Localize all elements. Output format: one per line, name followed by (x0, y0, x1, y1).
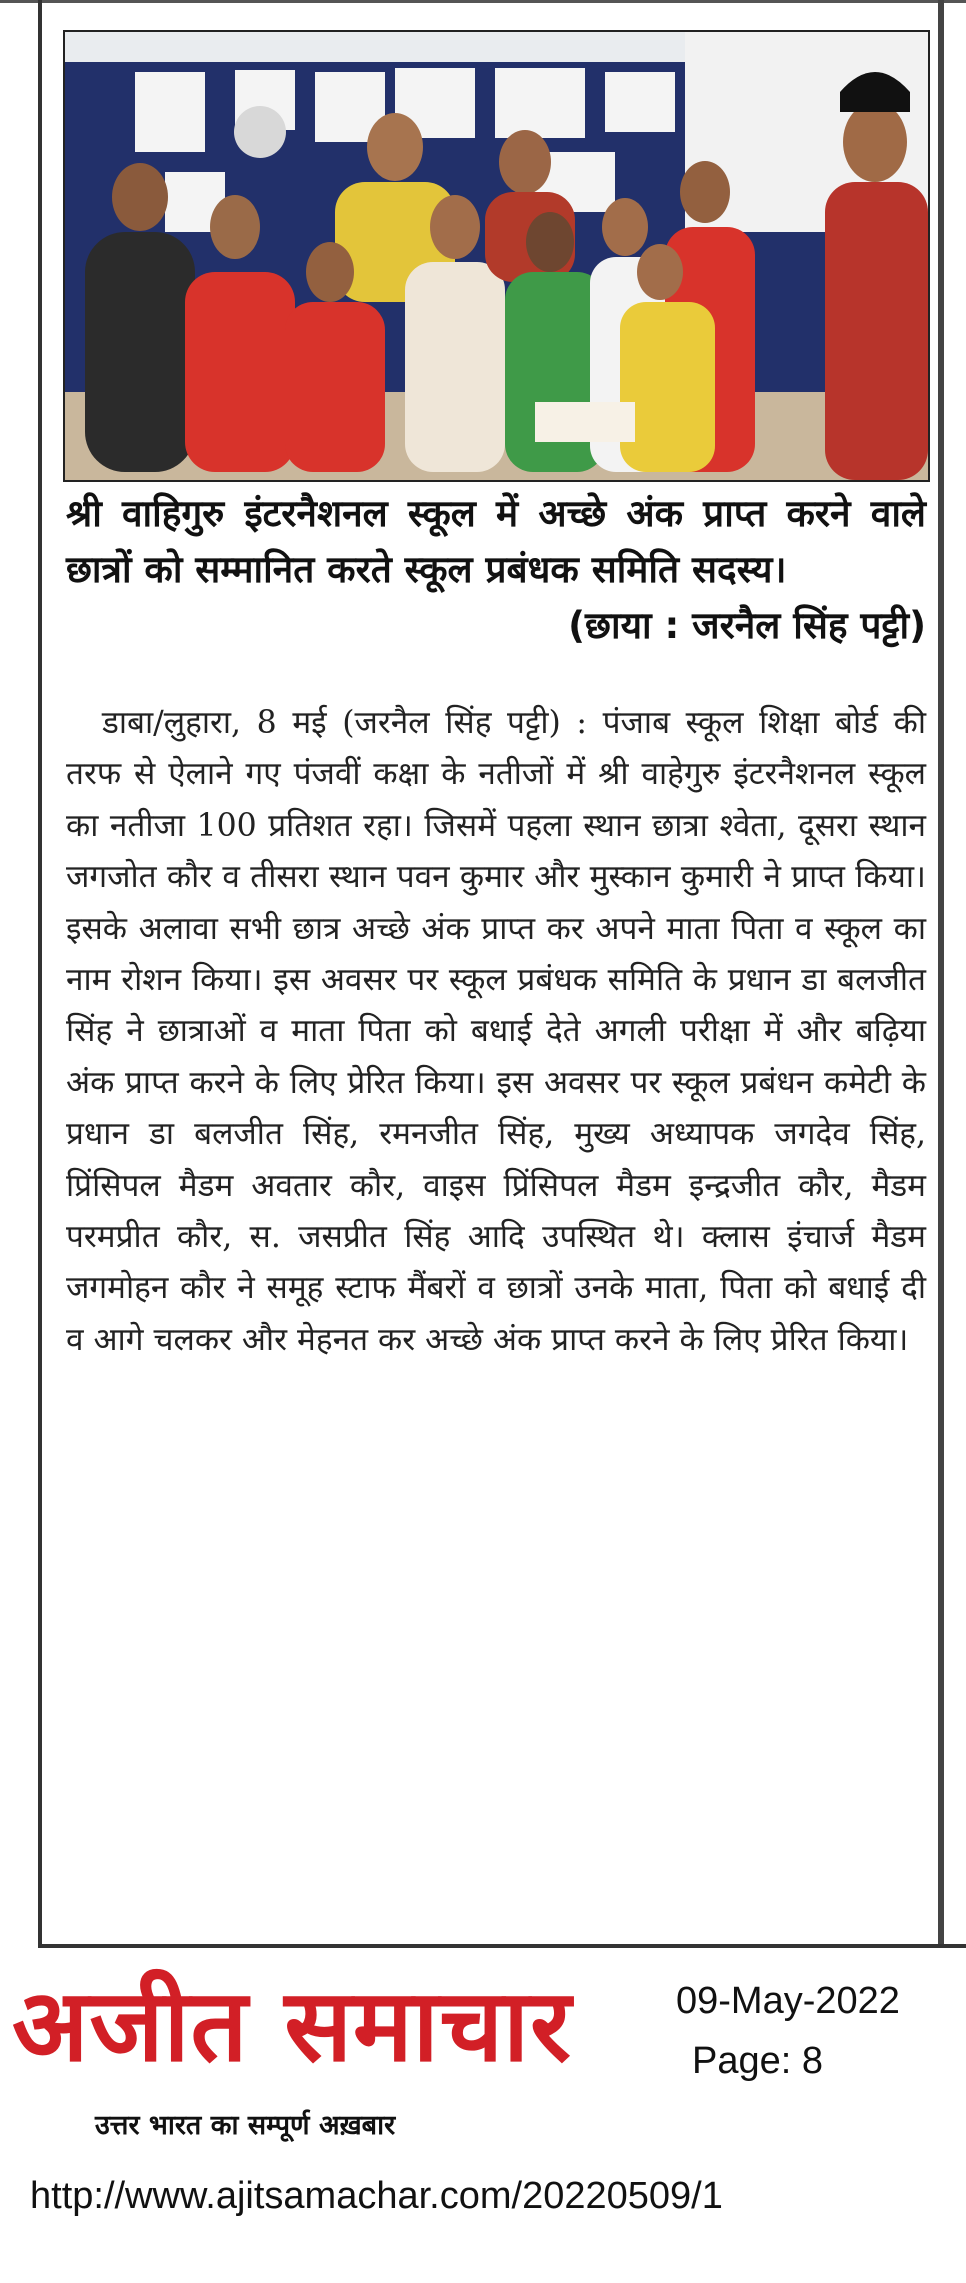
masthead-tagline: उत्तर भारत का सम्पूर्ण अख़बार (95, 2110, 396, 2141)
article-body: डाबा/लुहारा, 8 मई (जरनैल सिंह पट्टी) : पंजाब स्कूल शिक्षा बोर्ड की तरफ से ऐलाने गए पंजवीं कक्षा के नतीजों में श्री वाहेगुरु इंटरनैशनल स्कूल का नतीजा 100 प्रतिशत रहा। जिसमें पहला स्थान छात्रा श्वेता, दूसरा स्थान जगजोत कौर व तीसरा स्थान पवन कुमार और मुस्कान कुमारी ने प्राप्त किया। इसके अलावा सभी छात्र अच्छे अंक प्राप्त कर अपने माता पिता व स्कूल का नाम रोशन किया। इस अवसर पर स्कूल प्रबंधक समिति के प्रधान डा बलजीत सिंह ने छात्राओं व माता पिता को बधाई देते अगली परीक्षा में और बढ़िया अंक प्राप्त करने के लिए प्रेरित किया। इस अवसर पर स्कूल प्रबंधन कमेटी के प्रधान डा बलजीत सिंह, रमनजीत सिंह, मुख्य अध्यापक जगदेव सिंह, प्रिंसिपल मैडम अवतार कौर, वाइस प्रिंसिपल मैडम इन्द्रजीत कौर, मैडम परमप्रीत कौर, स. जसप्रीत सिंह आदि उपस्थित थे। क्लास इंचार्ज मैडम जगमोहन कौर ने समूह स्टाफ मैंबरों व छात्रों उनके माता, पिता को बधाई दी व आगे चलकर और मेहनत कर अच्छे अंक प्राप्त करने के लिए प्रेरित किया। (66, 705, 926, 1358)
page-number: Page: 8 (692, 2040, 823, 2082)
bottom-rule (38, 1944, 966, 1948)
photo-credit: (छाया : जरनैल सिंह पट्टी) (568, 604, 926, 647)
news-photo (63, 30, 930, 482)
top-rule (0, 0, 966, 3)
left-column-rule (38, 0, 42, 1948)
caption-text: श्री वाहिगुरु इंटरनैशनल स्कूल में अच्छे अंक प्राप्त करने वाले छात्रों को सम्मानित करते स्कूल प्रबंधक समिति सदस्य। (66, 492, 926, 591)
photo-caption (66, 486, 926, 654)
newspaper-masthead: अजीत समाचार (12, 1966, 572, 2084)
source-url: http://www.ajitsamachar.com/20220509/1 (30, 2175, 723, 2217)
right-column-rule (938, 0, 944, 1948)
group-photo-illustration (65, 32, 928, 480)
publication-date: 09-May-2022 (676, 1980, 900, 2022)
